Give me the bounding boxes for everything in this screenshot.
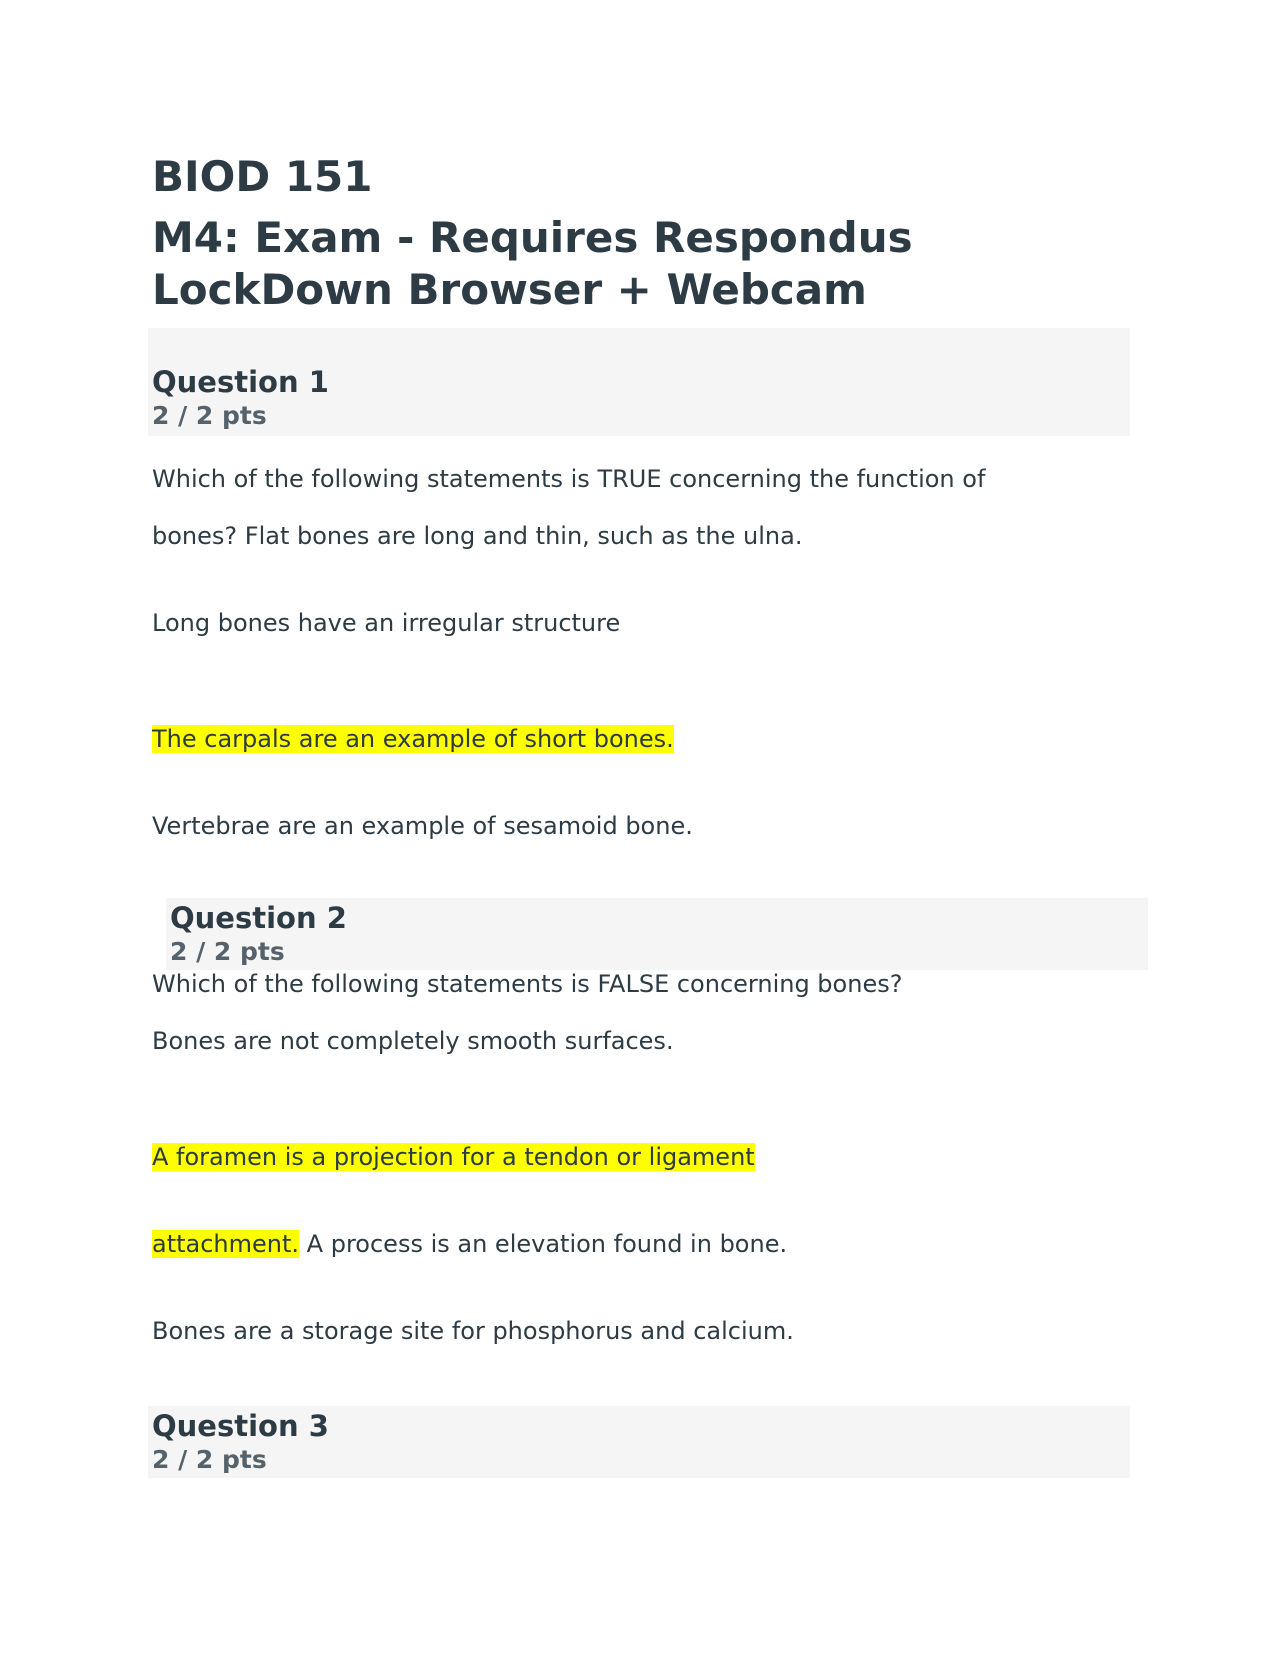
question-3-title: Question 3	[152, 1409, 329, 1443]
question-2-answer-4: Bones are a storage site for phosphorus and calcium.	[152, 1317, 794, 1345]
question-1-title: Question 1	[152, 365, 329, 399]
question-2-answer-1: Bones are not completely smooth surfaces.	[152, 1027, 674, 1055]
question-1-header	[148, 328, 1130, 436]
question-1-answer-3: Vertebrae are an example of sesamoid bone.	[152, 812, 693, 840]
question-3-points: 2 / 2 pts	[152, 1445, 267, 1474]
highlighted-answer: The carpals are an example of short bones.	[152, 725, 674, 753]
question-2-points: 2 / 2 pts	[170, 937, 285, 966]
question-1-answer-2	[152, 723, 674, 755]
exam-title: M4: Exam - Requires Respondus LockDown Browser + Webcam	[152, 213, 913, 314]
question-2-header	[166, 898, 1148, 970]
question-2-answer-2-continued	[152, 1228, 787, 1260]
course-title: BIOD 151	[152, 152, 373, 201]
question-2-answer-2	[152, 1141, 755, 1173]
highlighted-answer: A foramen is a projection for a tendon or ligament	[152, 1143, 755, 1171]
question-1-prompt-line1: Which of the following statements is TRUE concerning the function of	[152, 465, 986, 493]
question-2-answer-3: A process is an elevation found in bone.	[299, 1230, 788, 1258]
question-3-header	[148, 1406, 1130, 1478]
question-1-points: 2 / 2 pts	[152, 401, 267, 430]
highlighted-answer-continued: attachment.	[152, 1230, 300, 1258]
question-1-prompt-line2: bones? Flat bones are long and thin, such as the ulna.	[152, 522, 803, 550]
question-1-answer-1: Long bones have an irregular structure	[152, 609, 621, 637]
question-2-title: Question 2	[170, 901, 347, 935]
question-2-prompt: Which of the following statements is FALSE concerning bones?	[152, 970, 903, 998]
